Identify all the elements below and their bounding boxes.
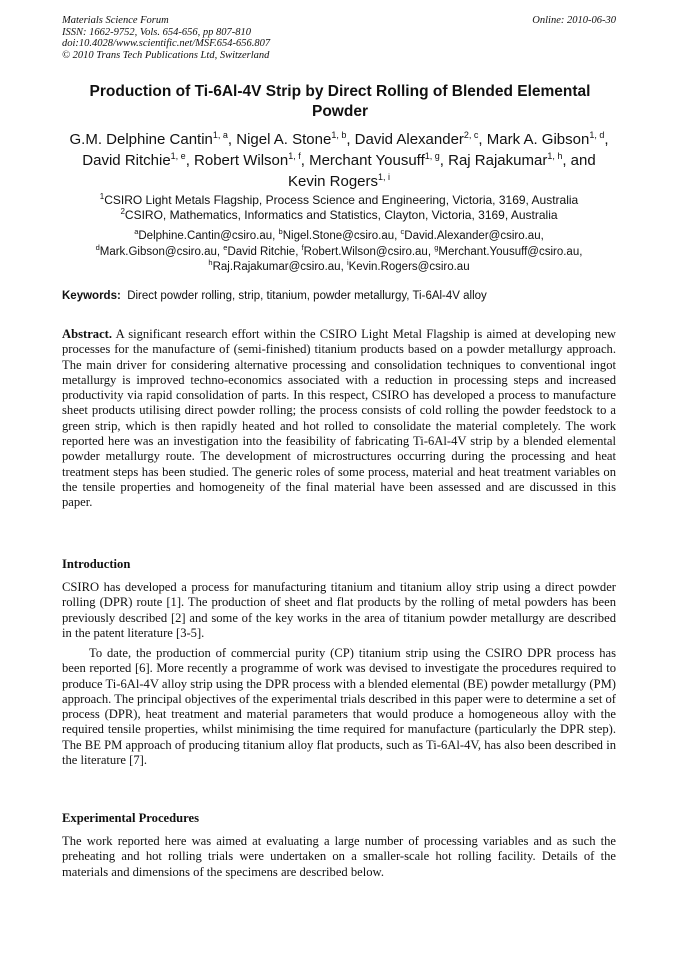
author-superscript: 1, g bbox=[424, 151, 440, 161]
email-address: $^a$Delphine.Cantin@csiro.au bbox=[134, 227, 273, 242]
author-superscript: 1, h bbox=[547, 151, 563, 161]
affiliation-superscript: 2 bbox=[120, 207, 125, 216]
author-name: Mark A. Gibson$^{1, d}$ bbox=[486, 130, 605, 148]
keywords-text: Direct powder rolling, strip, titanium, powder metallurgy, Ti-6Al-4V alloy bbox=[127, 290, 487, 302]
email-address: $^h$Raj.Rajakumar@csiro.au bbox=[208, 258, 341, 273]
author-superscript: 1, f bbox=[288, 151, 301, 161]
email-superscript: f bbox=[301, 242, 304, 252]
online-date: Online: 2010-06-30 bbox=[532, 15, 616, 26]
keywords-label: Keywords: bbox=[62, 290, 121, 302]
email-superscript: i bbox=[346, 258, 349, 268]
issn-line: ISSN: 1662-9752, Vols. 654-656, pp 807-810 bbox=[62, 26, 251, 38]
email-superscript: g bbox=[434, 242, 439, 252]
copyright-line: © 2010 Trans Tech Publications Ltd, Switzerland bbox=[62, 49, 270, 61]
author-name: Kevin Rogers$^{1, i}$ bbox=[287, 172, 391, 190]
email-address: $^f$Robert.Wilson@csiro.au bbox=[301, 242, 428, 258]
author-name: Nigel A. Stone$^{1, b}$ bbox=[236, 130, 347, 148]
experimental-heading: Experimental Procedures bbox=[62, 811, 199, 825]
affiliation-superscript: 1 bbox=[99, 192, 105, 201]
affiliation-line: $^2$CSIRO, Mathematics, Informatics and Statistics, Clayton, Victoria, 3169, Australia bbox=[120, 207, 558, 222]
experimental-paragraph-1: The work reported here was aimed at evaluating a large number of processing variables and as such the preheating and hot rolling trials were undertaken on a smaller-scale hot rolling facility. Details of the materials and dimensions of the specimens are described below. bbox=[62, 834, 616, 879]
email-address: $^b$Nigel.Stone@csiro.au bbox=[278, 227, 395, 242]
email-line: $^a$Delphine.Cantin@csiro.au, $^b$Nigel.Stone@csiro.au, $^c$David.Alexander@csiro.au, bbox=[134, 227, 544, 242]
email-line: $^h$Raj.Rajakumar@csiro.au, $^i$Kevin.Rogers@csiro.au bbox=[208, 258, 470, 273]
author-superscript: 1, a bbox=[212, 130, 228, 140]
paper-title: Production of Ti-6Al-4V Strip by Direct Rolling of Blended Elemental Powder bbox=[89, 83, 591, 120]
email-superscript: b bbox=[278, 227, 283, 237]
journal-name: Materials Science Forum bbox=[62, 15, 169, 26]
author-name: Merchant Yousuff$^{1, g}$ bbox=[309, 151, 440, 169]
abstract-text: A significant research effort within the CSIRO Light Metal Flagship is aimed at developing new processes for the manufacture of (semi-finished) titanium products based on a powder metallurgy approach. The main driver for considering alternative processing and consolidation techniques to conventional ingot metallurgy is improved techno-economics associated with a reduction in processing steps and increased productivity via rapid consolidation of parts. In this respect, CSIRO has developed a process to manufacture sheet products utilising direct powder rolling; the process consists of cold rolling the powder feedstock to a green strip, which is then rapidly heated and hot rolled to consolidate the material completely. The work reported here was an investigation into the feasibility of fabricating Ti-6Al-4V strip by a blended elemental powder metallurgy route. The development of microstructures occurring during the processing and heat treatment steps has been studied. The generic roles of some process, material and heat treatment variables on the tensile properties and homogeneity of the final material have been assessed and are discussed in this paper. bbox=[62, 327, 616, 510]
email-address: $^c$David.Alexander@csiro.au bbox=[400, 227, 541, 242]
abstract-label: Abstract. bbox=[62, 327, 113, 341]
email-address: $^d$Mark.Gibson@csiro.au bbox=[95, 242, 217, 258]
author-name: G.M. Delphine Cantin$^{1, a}$ bbox=[69, 130, 228, 148]
email-superscript: a bbox=[134, 227, 139, 237]
author-list: G.M. Delphine Cantin$^{1, a}$, Nigel A. Stone$^{1, b}$, David Alexander$^{2, c}$, Mark A. Gibson$^{1, d}$, David Ritchie$^{1, e}$, Robert Wilson$^{1, f}$, Merchant Yousuff$^{1, g}$, Raj Rajakumar$^{1, h}$, and Kevin Rogers$^{1, i}$ bbox=[69, 130, 609, 190]
email-address: $^g$Merchant.Yousuff@csiro.au bbox=[434, 242, 580, 258]
email-superscript: c bbox=[400, 227, 405, 237]
doi-line: doi:10.4028/www.scientific.net/MSF.654-656.807 bbox=[62, 38, 271, 50]
author-name: Raj Rajakumar$^{1, h}$ bbox=[448, 151, 563, 169]
journal-header bbox=[62, 15, 616, 61]
author-name: David Ritchie$^{1, e}$ bbox=[82, 151, 186, 169]
author-superscript: 1, i bbox=[378, 172, 391, 182]
author-superscript: 1, b bbox=[331, 130, 347, 140]
keywords bbox=[62, 289, 616, 304]
email-superscript: d bbox=[95, 242, 100, 252]
affiliation-line: $^1$CSIRO Light Metals Flagship, Process Science and Engineering, Victoria, 3169, Australia bbox=[99, 192, 579, 207]
author-name: David Alexander$^{2, c}$ bbox=[354, 130, 479, 148]
introduction-heading: Introduction bbox=[62, 557, 131, 571]
email-superscript: h bbox=[208, 258, 213, 268]
email-address: $^i$Kevin.Rogers@csiro.au bbox=[346, 258, 470, 273]
author-name: Robert Wilson$^{1, f}$ bbox=[194, 151, 301, 169]
introduction-paragraph-1: CSIRO has developed a process for manufacturing titanium and titanium alloy strip using a direct powder rolling (DPR) route [1]. The production of sheet and flat products by the rolling of metal powders has been previously described [2] and some of the key works in the area of titanium powder metallurgy are described in the patent literature [3-5]. bbox=[62, 580, 616, 640]
author-superscript: 1, e bbox=[170, 151, 186, 161]
email-list bbox=[62, 229, 616, 276]
email-superscript: e bbox=[223, 242, 228, 252]
author-superscript: 2, c bbox=[463, 130, 479, 140]
introduction-paragraph-2: To date, the production of commercial purity (CP) titanium strip using the CSIRO DPR process has been reported [6]. More recently a programme of work was devised to investigate the procedures required to produce Ti-6Al-4V alloy strip using the DPR process with a blended elemental (BE) powder metallurgy (PM) approach. The principal objectives of the experimental trials described in this paper were to determine a set of process (DPR), heat treatment and material parameters that would produce a homogeneous alloy with the required tensile properties, whilst minimising the time required for manufacture (particularly the DPR step). The BE PM approach of producing titanium alloy flat products, such as Ti-6Al-4V, has also been described in the literature [7]. bbox=[62, 646, 616, 768]
email-address: $^e$David Ritchie bbox=[223, 242, 296, 258]
abstract bbox=[62, 327, 616, 511]
email-line: $^d$Mark.Gibson@csiro.au, $^e$David Ritchie, $^f$Robert.Wilson@csiro.au, $^g$Merchant.Yousuff@csiro.au, bbox=[95, 242, 583, 258]
affiliation-list bbox=[62, 193, 616, 223]
author-superscript: 1, d bbox=[589, 130, 605, 140]
